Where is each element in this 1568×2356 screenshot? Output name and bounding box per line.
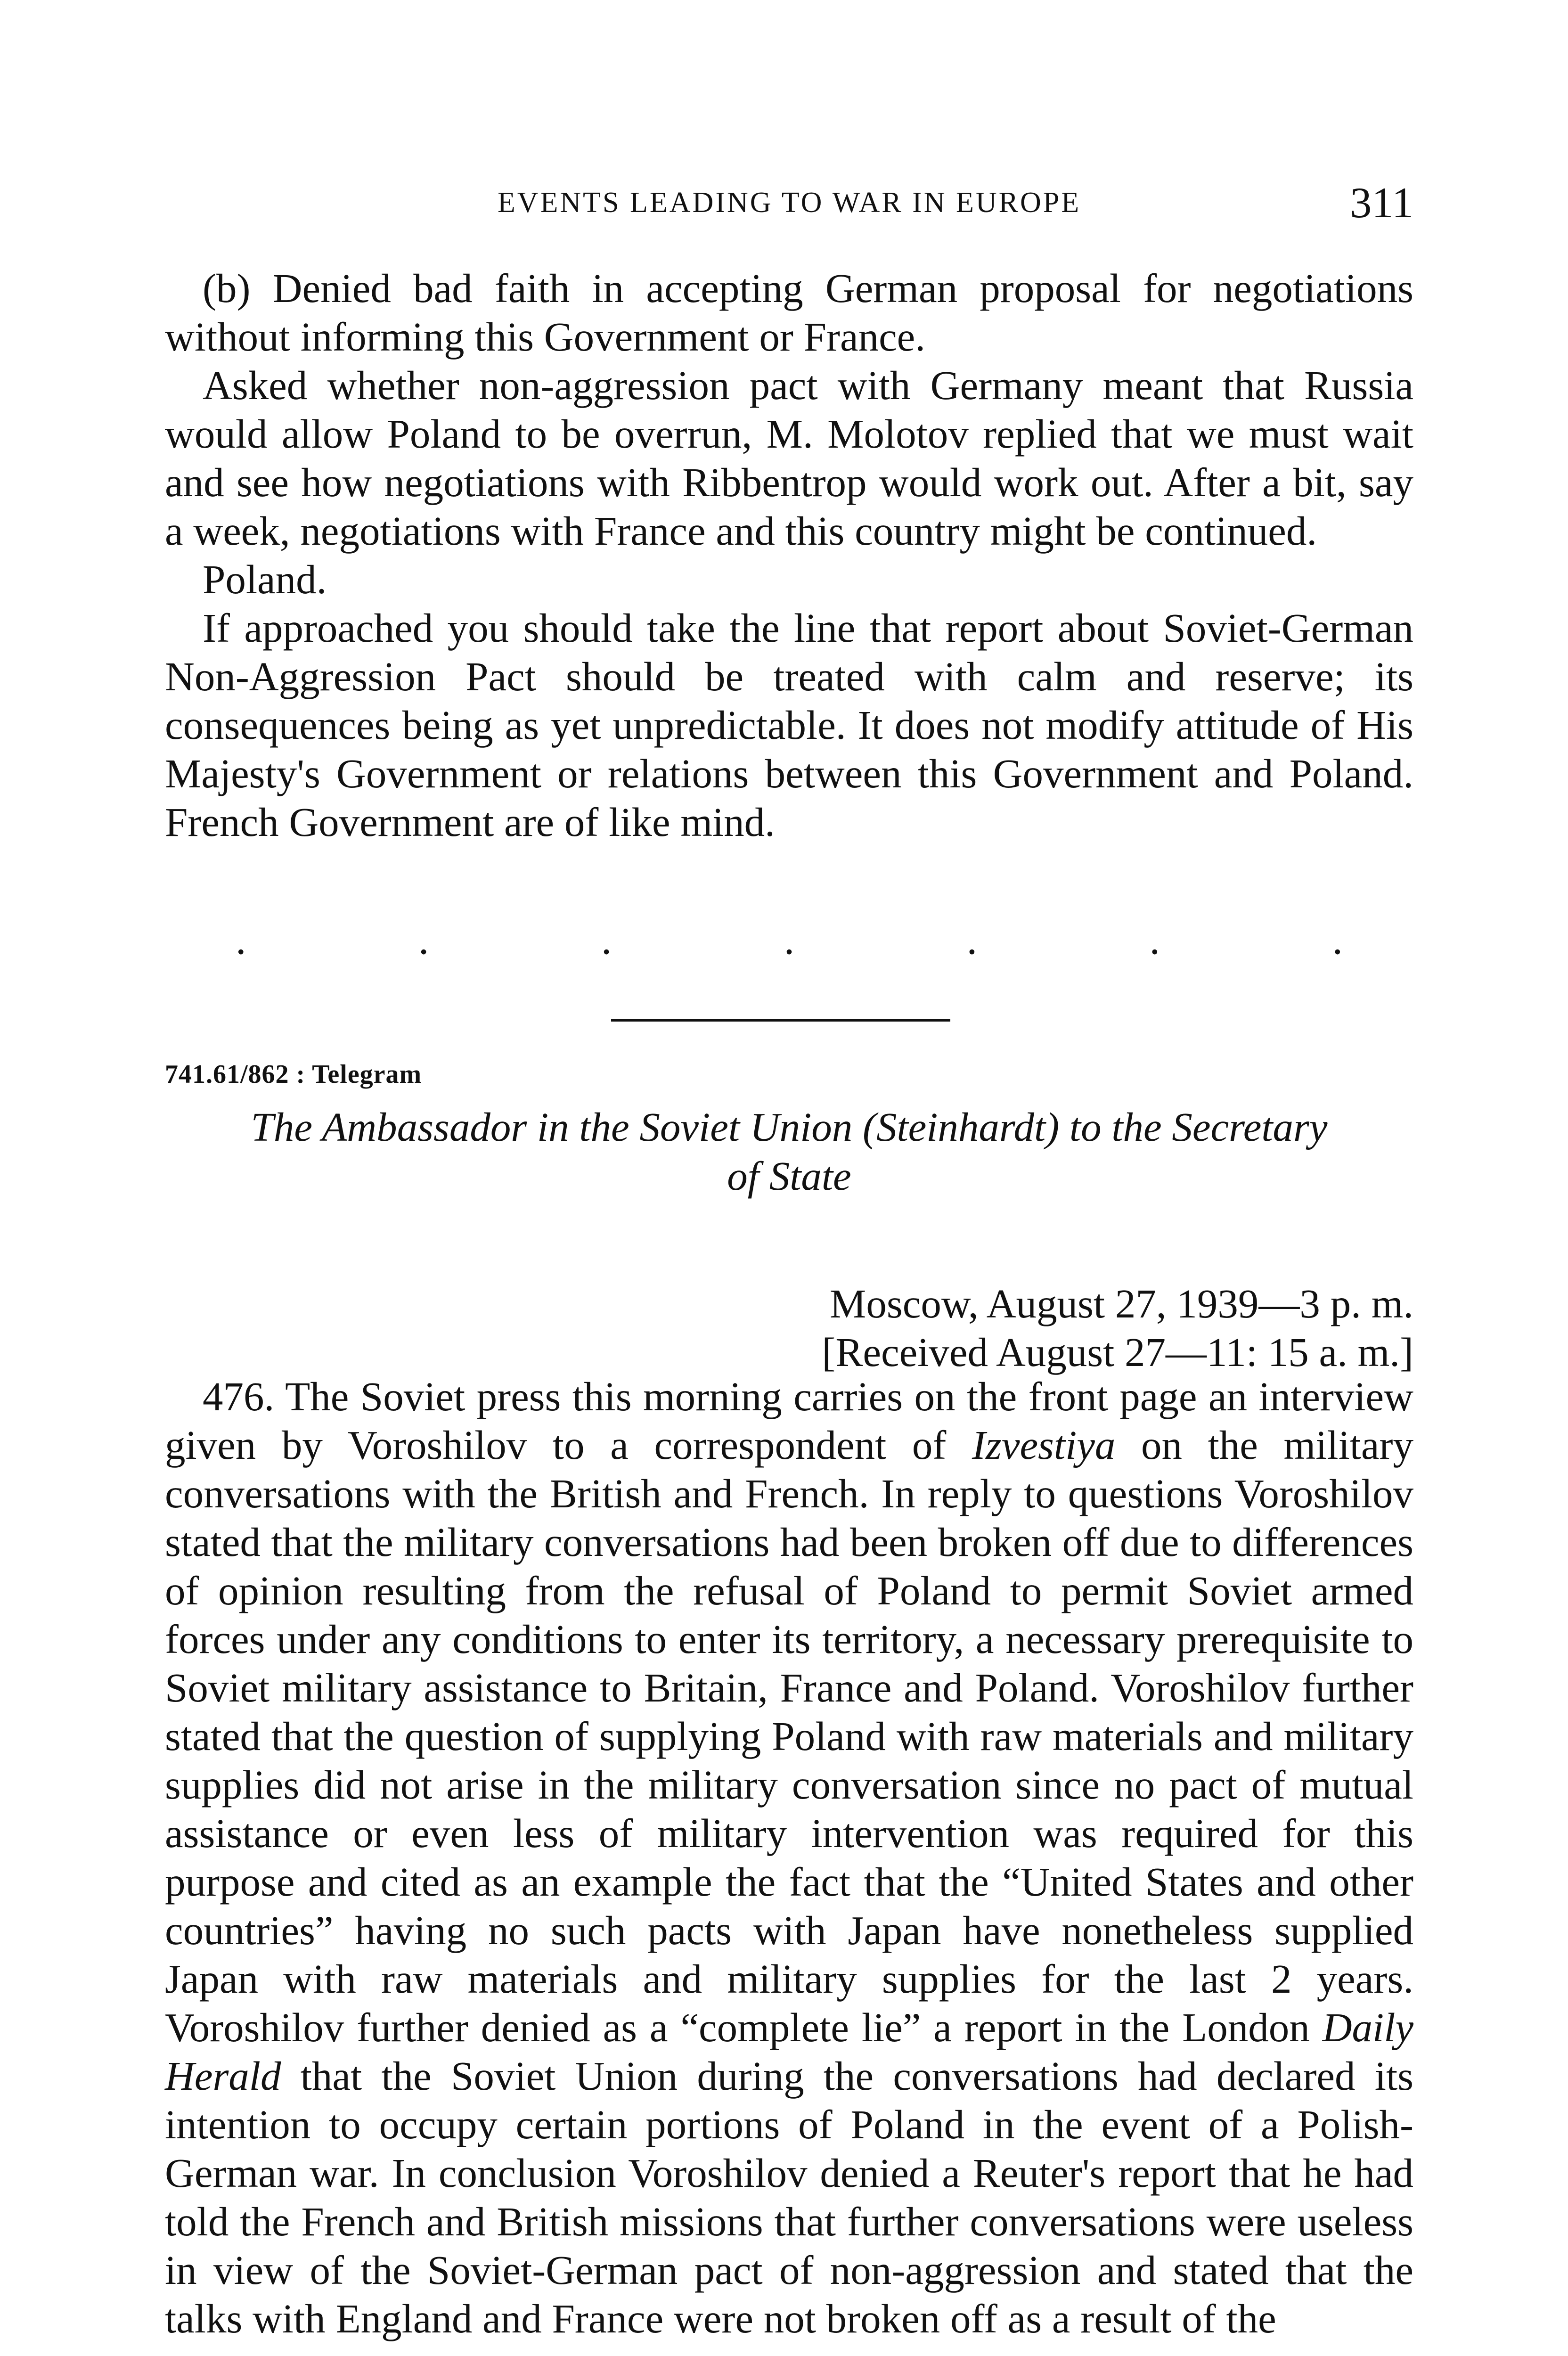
document-reference: 741.61/862 : Telegram — [165, 1060, 422, 1089]
paragraph-b-denied-bad-faith: (b) Denied bad faith in accepting German proposal for negotiations without informing this Government or France. — [165, 265, 1413, 360]
newspaper-name-daily-herald: Daily Herald — [165, 2004, 1413, 2099]
ellipsis-dot: . — [236, 916, 246, 963]
top-text-section — [165, 264, 1413, 846]
running-title: EVENTS LEADING TO WAR IN EUROPE — [497, 187, 1081, 219]
document-heading — [165, 1103, 1413, 1201]
paragraph-molotov-reply: Asked whether non-aggression pact with Germany meant that Russia would allow Poland to be overrun, M. Molotov replied that we must wait and see how negotiations with Ribbentrop would work out. After a bit, say a week, negotiations with France and this country might be continued. — [165, 362, 1413, 554]
paragraph-approach-line: If approached you should take the line that report about Soviet-German Non-Aggression Pact should be treated with calm and reserve; its consequences being as yet unpredictable. It does not modify attitude of His Majesty's Government or relations between this Government and Poland. French Government are of like mind. — [165, 605, 1413, 845]
document-heading-line-2: of State — [727, 1153, 851, 1199]
ellipsis-dot: . — [966, 916, 978, 963]
ellipsis-dot: . — [1332, 916, 1343, 963]
telegram-text-part-1: 476. The Soviet press this morning carries on the front page an interview given by Voroshilov to a correspondent of — [165, 1374, 1413, 1468]
ellipsis-dot: . — [418, 916, 429, 963]
paragraph-poland-heading: Poland. — [203, 556, 327, 602]
telegram-paragraph-476 — [165, 1372, 1413, 2343]
newspaper-name-izvestiya: Izvestiya — [972, 1422, 1116, 1468]
ellipsis-dot: . — [1149, 916, 1160, 963]
document-heading-line-1: The Ambassador in the Soviet Union (Steinhardt) to the Secretary — [251, 1104, 1328, 1150]
page-number: 311 — [1350, 179, 1413, 227]
ellipsis-dots — [236, 916, 1343, 963]
section-divider-rule — [611, 1019, 950, 1022]
running-header — [165, 181, 1413, 233]
ellipsis-dot: . — [784, 916, 795, 963]
telegram-text-part-3: that the Soviet Union during the conversations had declared its intention to occupy certain portions of Poland in the event of a Polish-German war. In conclusion Voroshilov denied a Reuter's report that he had told the French and British missions that further conversations were useless in view of the Soviet-German pact of non-aggression and stated that the talks with England and France were not broken off as a result of the — [165, 2053, 1413, 2341]
ellipsis-dot: . — [601, 916, 612, 963]
telegram-body — [165, 1372, 1413, 2343]
dateline-sent: Moscow, August 27, 1939—3 p. m. — [830, 1281, 1413, 1326]
telegram-text-part-2: on the military conversations with the British and French. In reply to questions Voroshilov stated that the military conversations had been broken off due to differences of opinion resulting from the refusal of Poland to permit Soviet armed forces under any conditions to enter its territory, a necessary prerequisite to Soviet military assistance to Britain, France and Poland. Voroshilov further stated that the question of supplying Poland with raw materials and military supplies did not arise in the military conversation since no pact of mutual assistance or even less of military intervention was required for this purpose and cited as an example the fact that the “United States and other countries” having no such pacts with Japan have nonetheless supplied Japan with raw materials and military supplies for the last 2 years. Voroshilov further denied as a “complete lie” a report in the London — [165, 1422, 1413, 2050]
dateline-received: [Received August 27—11: 15 a. m.] — [822, 1329, 1413, 1375]
dateline — [660, 1279, 1413, 1376]
